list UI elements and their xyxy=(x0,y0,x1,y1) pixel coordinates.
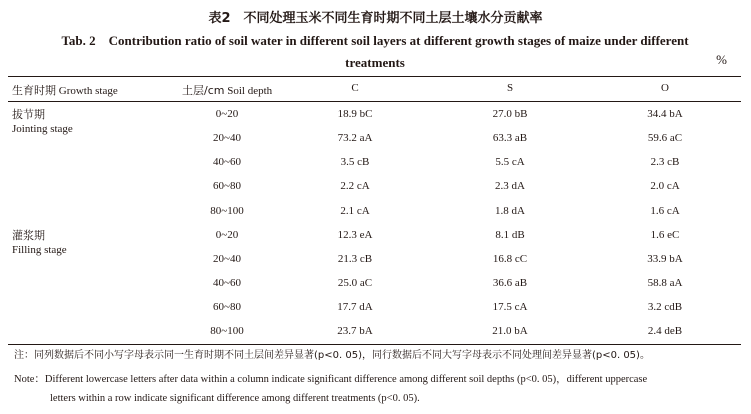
cell-depth: 20~40 xyxy=(213,253,241,265)
cell-depth: 60~80 xyxy=(213,301,241,313)
cell-o: 1.6 eC xyxy=(650,229,680,241)
cell-o: 34.4 bA xyxy=(647,108,683,120)
header-c: C xyxy=(351,82,359,94)
header-stage-en: Growth stage xyxy=(58,85,118,97)
bottom-rule xyxy=(8,344,741,345)
stage-cn: 灌浆期 xyxy=(12,229,45,242)
cell-s: 21.0 bA xyxy=(492,325,528,337)
cell-s: 5.5 cA xyxy=(495,156,525,168)
header-depth-cn: 土层/cm xyxy=(182,84,225,97)
header-o: O xyxy=(661,82,669,94)
cell-o: 58.8 aA xyxy=(647,277,683,289)
cell-o: 2.0 cA xyxy=(650,180,680,192)
stage-en: Filling stage xyxy=(12,244,67,256)
cell-c: 2.1 cA xyxy=(340,205,370,217)
cell-depth: 80~100 xyxy=(210,325,244,337)
cell-c: 2.2 cA xyxy=(340,180,370,192)
unit-label: % xyxy=(716,52,727,67)
cell-c: 12.3 eA xyxy=(337,229,373,241)
table-title-en: Tab. 2 Contribution ratio of soil water in different soil layers at different growth stages of maize under different treatments xyxy=(61,33,689,70)
cell-o: 59.6 aC xyxy=(647,132,683,144)
cell-depth: 20~40 xyxy=(213,132,241,144)
cell-s: 36.6 aB xyxy=(492,277,528,289)
cell-depth: 60~80 xyxy=(213,180,241,192)
cell-depth: 40~60 xyxy=(213,156,241,168)
header-rule xyxy=(8,101,741,102)
stage-label-filling xyxy=(12,228,67,258)
stage-en: Jointing stage xyxy=(12,123,73,135)
cell-s: 2.3 dA xyxy=(495,180,525,192)
cell-c: 25.0 aC xyxy=(337,277,373,289)
note-cn xyxy=(14,346,650,365)
cell-c: 73.2 aA xyxy=(337,132,373,144)
header-stage-cn: 生育时期 xyxy=(12,84,56,97)
cell-s: 63.3 aB xyxy=(492,132,528,144)
cell-depth: 0~20 xyxy=(215,229,239,241)
cell-o: 2.4 deB xyxy=(647,325,683,337)
note-en-line2: letters within a row indicate significant difference among different treatments (p<0. 05). xyxy=(50,393,420,404)
cell-c: 3.5 cB xyxy=(340,156,370,168)
header-depth xyxy=(182,82,272,98)
cell-c: 17.7 dA xyxy=(337,301,373,313)
cell-o: 33.9 bA xyxy=(647,253,683,265)
header-stage xyxy=(12,82,118,98)
cell-o: 2.3 cB xyxy=(650,156,680,168)
cell-depth: 80~100 xyxy=(210,205,244,217)
stage-label-jointing xyxy=(12,107,73,137)
header-s: S xyxy=(506,82,514,94)
cell-c: 18.9 bC xyxy=(337,108,373,120)
cell-o: 1.6 cA xyxy=(650,205,680,217)
cell-s: 27.0 bB xyxy=(492,108,528,120)
cell-s: 17.5 cA xyxy=(492,301,528,313)
cell-s: 1.8 dA xyxy=(495,205,525,217)
cell-s: 8.1 dB xyxy=(495,229,525,241)
cell-c: 21.3 cB xyxy=(337,253,373,265)
cell-c: 23.7 bA xyxy=(337,325,373,337)
table-title-cn: 表2 不同处理玉米不同生育时期不同土层土壤水分贡献率 xyxy=(208,11,543,26)
cell-s: 16.8 cC xyxy=(492,253,528,265)
stage-cn: 拔节期 xyxy=(12,108,45,121)
cell-depth: 40~60 xyxy=(213,277,241,289)
note-en-line1: Note：Different lowercase letters after data within a column indicate significant difference among different soil depths (p<0. 05)，different uppercase xyxy=(14,374,648,385)
cell-o: 3.2 cdB xyxy=(647,301,683,313)
note-cn-text: 注：同列数据后不同小写字母表示同一生育时期不同土层间差异显著(p<0. 05)，同行数据后不同大写字母表示不同处理间差异显著(p<0. 05)。 xyxy=(14,350,650,361)
header-depth-en: Soil depth xyxy=(227,85,273,97)
cell-depth: 0~20 xyxy=(215,108,239,120)
top-rule xyxy=(8,76,741,77)
